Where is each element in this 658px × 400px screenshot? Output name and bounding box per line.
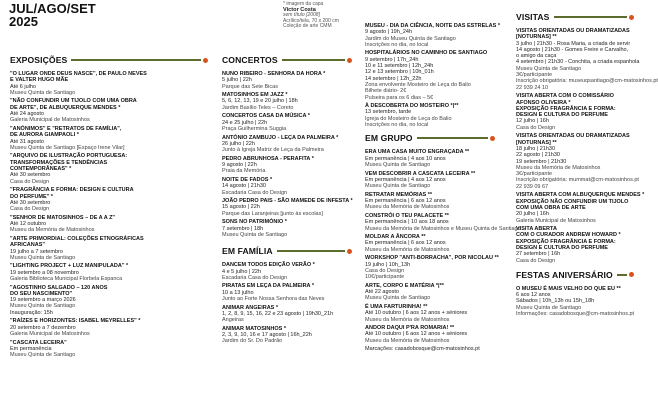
event-date: 14 agosto | 21h30	[222, 183, 266, 190]
event-date: Até 31 agosto	[10, 138, 44, 145]
event-date: Em permanência | 4 aos 12 anos	[365, 176, 446, 183]
section-header-festas: FESTAS ANIVERSÁRIO	[516, 270, 634, 280]
list-item	[365, 171, 495, 190]
event-venue: Galeria Municipal de Matosinhos	[10, 330, 90, 337]
visitas-list	[516, 28, 658, 264]
event-date: Até 10 outubro | 6 aos 12 anos + séniores	[365, 331, 468, 338]
section-header-visitas: VISITAS	[516, 12, 634, 22]
event-date: Até 24 agosto	[10, 111, 44, 118]
event-date: 19 julho a 7 setembro	[10, 248, 63, 255]
bullet-dot-icon	[203, 58, 208, 63]
list-item	[365, 23, 500, 48]
event-venue: Museu Quinta de Santiago	[365, 295, 431, 302]
bullet-dot-icon	[347, 249, 352, 254]
bookings-note: Marcações: casadobosque@cm-matosinhos.pt	[365, 346, 480, 353]
event-title: É UMA FARTURINHA! **	[365, 303, 428, 310]
event-title: MUSEU - DIA DA CIÊNCIA, NOITE DAS ESTRELAS *	[365, 23, 500, 29]
event-date: 19 setembro | 21h30	[516, 158, 567, 165]
event-date: Em permanência | 6 aos 12 anos	[365, 240, 446, 247]
event-date: 26 julho | 22h	[222, 140, 255, 147]
event-date: Até 10 outubro | 6 aos 12 anos + séniores	[365, 310, 468, 317]
section-header-em-familia: EM FAMÍLIA	[222, 246, 352, 256]
event-title: EXPOSIÇÃO NÃO CONFUNDIR UM TIJOLO	[516, 198, 629, 205]
event-venue: Casa do Design	[365, 267, 405, 274]
event-title: RETRATAR MEMÓRIAS **	[365, 191, 433, 198]
list-item	[222, 198, 352, 217]
event-title: ANIMAR MATOSINHOS *	[222, 325, 286, 332]
event-title: [NOTURNAS] **	[516, 34, 557, 41]
event-date: 1, 2, 8, 9, 15, 16, 22 e 23 agosto | 19h30_21h	[222, 310, 334, 317]
event-date: o amigo da caça	[516, 53, 557, 60]
event-date: 4 e 5 julho | 22h	[222, 268, 262, 275]
event-date: 10 e 11 setembro | 12h_24h	[365, 63, 434, 70]
event-title: WORKSHOP "ANTI-BORRACHA", POR NICOLAU **	[365, 255, 499, 262]
event-title: DO PERFUME" *	[10, 193, 53, 200]
column-concertos	[222, 55, 352, 347]
event-date: 13 setembro, tarde	[365, 109, 412, 116]
column-middle	[365, 23, 521, 353]
event-title: VISITA ABERTA	[516, 226, 557, 233]
column-exposicoes	[10, 55, 208, 361]
event-date: Até 22 agosto	[365, 289, 399, 296]
event-venue: Zona envolvente Mosteiro de Leça do Balio	[365, 81, 471, 88]
event-title: COM O CURADOR ANDREW HOWARD *	[516, 232, 621, 239]
section-header-exposicoes: EXPOSIÇÕES	[10, 55, 208, 65]
exposicoes-list	[10, 71, 208, 358]
event-venue: Museu Quinta de Santiago	[516, 65, 582, 72]
event-title: O MUSEU É MAIS VELHO DO QUE EU **	[516, 285, 621, 292]
event-venue: Escadaria Casa do Design	[222, 274, 288, 281]
event-title: "ANÓNIMOS" E "RETRATOS DE FAMÍLIA",	[10, 125, 122, 132]
section-rule	[417, 137, 488, 139]
event-date: Em permanência | 4 aos 10 anos	[365, 155, 446, 162]
bullet-dot-icon	[347, 58, 352, 63]
event-date: Sábados | 10h_13h ou 15h_18h	[516, 298, 595, 305]
event-title: DESIGN E CULTURA DO PERFUME	[516, 112, 608, 119]
event-venue: Informações: casadobosque@cm-matosinhos.pt	[516, 311, 635, 318]
event-venue: Praça Guilhermina Suggia	[222, 125, 287, 132]
event-venue: Museu da Memória de Matosinhos	[365, 204, 450, 211]
list-item	[365, 103, 495, 128]
list-item	[365, 192, 495, 211]
list-item	[222, 283, 352, 302]
event-title: "SENHOR DE MATOSINHOS – DE A A Z"	[10, 214, 116, 221]
list-item	[10, 71, 208, 96]
section-header-em-grupo: EM GRUPO	[365, 133, 495, 143]
list-item	[222, 135, 352, 154]
event-date: 14 setembro | 12h_22h	[365, 75, 422, 82]
event-title: SONS NO PATRIMÓNIO *	[222, 219, 287, 226]
event-date: 10 a 13 julho	[222, 289, 254, 296]
event-title: DESIGN E CULTURA DO PERFUME	[516, 244, 608, 251]
event-venue: Escadaria Casa do Design	[222, 189, 288, 196]
list-item	[222, 305, 352, 324]
event-title: NUNO RIBEIRO - SENHORA DA HORA *	[222, 71, 326, 77]
list-item	[10, 318, 208, 337]
bullet-dot-icon	[629, 272, 634, 277]
event-title: PIRATAS EM LEÇA DA PALMEIRA *	[222, 283, 314, 290]
event-date: 22 agosto | 21h30	[516, 152, 560, 159]
event-date: 24 e 25 julho | 22h	[222, 119, 268, 126]
event-date: 9 agosto | 22h	[222, 162, 257, 169]
event-title: DE ARTE", DE ALBUQUERQUE MENDES *	[10, 104, 121, 111]
event-venue: Museu da Memória de Matosinhos e Museu Quinta de Santiago	[365, 225, 521, 232]
event-venue: Museu Quinta de Santiago	[365, 183, 431, 190]
event-date: 9 setembro | 17h_24h	[365, 56, 419, 63]
list-item	[516, 133, 639, 190]
list-item	[365, 283, 495, 302]
event-title: "ARTE PRIMORDIAL: COLEÇÕES ETNOGRÁFICAS	[10, 235, 144, 242]
event-title: EXPOSIÇÃO FRAGRÂNCIA E FORMA:	[516, 105, 616, 112]
list-item	[222, 262, 352, 281]
event-venue: 3€/participante	[516, 171, 553, 178]
event-venue: Junto ao Forte Nossa Senhora das Neves	[222, 295, 325, 302]
list-item	[10, 340, 208, 359]
event-date: 3 julho | 21h30 - Rosa Maria, a criada de servir	[516, 40, 631, 47]
list-item	[222, 326, 352, 345]
event-title: VISITA ABERTA COM O COMISSÁRIO	[516, 93, 614, 100]
event-venue: Inscrições no dia, no local	[365, 41, 429, 48]
event-venue: Museu da Memória de Matosinhos	[365, 337, 450, 344]
event-title: VEM DESCOBRIR A CASCATA LECEIRA **	[365, 170, 476, 177]
event-date: 7 setembro | 18h	[222, 225, 264, 232]
cover-caption: * imagem da capa Victor Costa sem título [2008] Acrílico/tela, 70 x 200 cm Coleção de arte CMM	[283, 1, 339, 30]
event-title: À DESCOBERTA DO MOSTEIRO *|**	[365, 103, 459, 110]
event-date: 19 setembro a março 2026	[10, 297, 76, 304]
list-item	[365, 50, 495, 100]
event-venue: Casa do Design	[10, 178, 50, 185]
event-venue: Museu da Memória de Matosinhos	[365, 246, 450, 253]
event-title: AFONSO OLIVEIRA *	[516, 99, 571, 106]
event-title: ERA UMA CASA MUITO ENGRAÇADA **	[365, 149, 470, 156]
list-item	[10, 153, 208, 184]
event-venue: Casa do Design	[10, 206, 50, 213]
event-date: 5 julho | 22h	[222, 77, 252, 84]
event-date: Inauguração: 15h	[10, 309, 53, 316]
event-title: "CASCATA LECEIRA"	[10, 339, 67, 346]
event-date: 27 setembro | 16h	[516, 251, 561, 258]
list-item	[222, 156, 352, 175]
list-item	[365, 149, 495, 168]
event-venue: 22 939 09 67	[516, 183, 549, 190]
event-date: 6 aos 12 anos	[516, 292, 551, 299]
event-venue: Museu Quinta de Santiago	[222, 231, 288, 238]
event-date: Até 12 outubro	[10, 221, 47, 228]
list-item	[516, 226, 634, 264]
list-item	[516, 192, 645, 224]
event-venue: Galeria Municipal de Matosinhos	[10, 117, 90, 124]
concertos-list	[222, 71, 352, 238]
event-venue: Jardim do Sr. Do Padrão	[222, 338, 283, 345]
event-title: "O LUGAR ONDE DEUS NASCE", DE PAULO NEVES	[10, 71, 147, 77]
event-title: TRANSFORMAÇÕES E TENDÊNCIAS	[10, 159, 108, 166]
event-title: "RAÍZES E HORIZONTES: ISABEL MEYRELLES" *	[10, 318, 141, 325]
event-venue: Casa do Design	[516, 257, 556, 264]
column-visitas	[516, 12, 658, 320]
event-date: 20 julho | 16h	[516, 211, 549, 218]
em-familia-list	[222, 262, 352, 344]
event-title: "AGOSTINHO SALGADO – 120 ANOS	[10, 284, 108, 291]
list-item	[222, 219, 352, 238]
event-date: 18 julho | 21h30	[516, 145, 556, 152]
section-rule	[71, 59, 201, 61]
event-venue: Museu da Memória de Matosinhos	[365, 316, 450, 323]
event-venue: Inscrições no dia, no local	[365, 122, 429, 129]
event-date: Até 30 setembro	[10, 172, 51, 179]
event-title: COM UMA OBRA DE ARTE	[516, 204, 586, 211]
event-date: 5, 6, 12, 13, 19 e 20 julho | 18h	[222, 98, 298, 105]
event-title: DO SEU NASCIMENTO"	[10, 290, 73, 297]
familia-continued-list	[365, 23, 500, 129]
event-date: 12 e 13 setembro | 10h_01h	[365, 69, 434, 76]
event-title: MOLDAR A ÂNCORA **	[365, 234, 426, 241]
event-title: [NOTURNAS] **	[516, 139, 557, 146]
list-item	[10, 236, 208, 261]
bullet-dot-icon	[490, 136, 495, 141]
section-rule	[282, 59, 345, 61]
event-title: "NÃO CONFUNDIR UM TIJOLO COM UMA OBRA	[10, 98, 137, 105]
event-title: DANCEM TODOS EDIÇÃO VERÃO *	[222, 262, 315, 269]
event-title: HOSPITALÁRIOS NO CAMINHO DE SANTIAGO	[365, 50, 488, 57]
event-venue: Jardim Basílio Teles – Coreto	[222, 104, 294, 111]
event-date: 12 julho | 16h	[516, 118, 549, 125]
list-item	[10, 215, 208, 234]
event-venue: Inscrição obrigatória: museuqsantiago@cm-matosinhos.pt	[516, 78, 658, 85]
event-title: VISITAS ORIENTADAS OU DRAMATIZADAS	[516, 28, 630, 34]
event-venue: Museu Quinta de Santiago	[10, 352, 76, 359]
event-venue: Museu Quinta de Santiago	[10, 303, 76, 310]
event-venue: Museu Quinta de Santiago	[10, 254, 76, 261]
event-venue: Museu Quinta de Santiago	[516, 304, 582, 311]
event-date: 20 setembro a 7 dezembro	[10, 324, 76, 331]
list-item	[10, 126, 208, 151]
event-title: "FRAGRÂNCIA E FORMA: DESIGN E CULTURA	[10, 187, 134, 194]
event-venue: Bilhete diário- 2€	[365, 88, 407, 95]
list-item	[222, 71, 352, 90]
event-venue: Jardim do Museu Quinta de Santiago	[365, 35, 456, 42]
list-item	[10, 187, 208, 212]
event-venue: Angeiras	[222, 317, 244, 324]
event-venue: 10€/participante	[365, 274, 405, 281]
event-date: Em permanência | 6 aos 12 anos	[365, 198, 446, 205]
event-venue: Museu Quinta de Santiago	[365, 161, 431, 168]
list-item	[222, 113, 352, 132]
list-item	[516, 28, 658, 91]
em-grupo-list	[365, 149, 521, 344]
event-date: 19 setembro a 08 novembro	[10, 269, 79, 276]
event-venue: Igreja do Mosteiro de Leça do Balio	[365, 115, 452, 122]
event-title: JOÃO PEDRO PAIS - SÃO MAMEDE DE INFESTA *	[222, 198, 353, 205]
event-title: CONSTRÓI O TEU PALACETE **	[365, 212, 449, 219]
event-venue: Museu Quinta de Santiago	[10, 89, 76, 96]
section-header-concertos: CONCERTOS	[222, 55, 352, 65]
section-rule	[617, 274, 627, 276]
event-venue: Pulseira para os 6 dias – 5€	[365, 94, 434, 101]
event-title: "LIGHTING PROJECT + LUZ MANIPULADA" *	[10, 263, 129, 270]
festas-list	[516, 286, 634, 317]
event-title: DE AURORA GIAMPAOLI *	[10, 132, 79, 139]
event-title: ANTÓNIO ZAMBUJO - LEÇA DA PALMEIRA *	[222, 134, 339, 141]
event-title: PEDRO ABRUNHOSA - PERAFITA *	[222, 155, 314, 162]
event-date: Até 30 setembro	[10, 199, 51, 206]
section-rule	[554, 16, 628, 18]
event-date: 19 julho | 10h_13h	[365, 261, 411, 268]
event-venue: Parque das Laranjeiras [junto às escolas]	[222, 210, 323, 217]
event-title: ANDOR DAQUI P'RA ROMARIA! **	[365, 325, 455, 332]
event-venue: Museu da Memória de Matosinhos	[10, 227, 95, 234]
list-item	[10, 285, 208, 316]
list-item	[365, 255, 499, 281]
event-venue: Junto à Igreja Matriz de Leça da Palmeira	[222, 147, 324, 154]
event-title: VISITAS ORIENTADAS OU DRAMATIZADAS	[516, 133, 630, 140]
event-title: E VALTER HUGO MÃE	[10, 77, 69, 84]
list-item	[516, 286, 634, 317]
event-date: Em permanência | 10 aos 18 anos	[365, 219, 449, 226]
event-title: AFRICANAS"	[10, 242, 45, 249]
event-venue: Praia da Memória	[222, 168, 266, 175]
page-title: JUL/AGO/SET 2025	[9, 1, 96, 29]
event-title: EXPOSIÇÃO FRAGRÂNCIA E FORMA:	[516, 238, 616, 245]
list-item	[365, 325, 495, 344]
bullet-dot-icon	[629, 15, 634, 20]
list-item	[516, 93, 634, 131]
event-date: 15 agosto | 22h	[222, 204, 260, 211]
list-item	[10, 263, 208, 282]
event-date: 2, 3, 9, 10, 16 e 17 agosto | 16h_22h	[222, 332, 312, 339]
event-title: "ARQUIVO DE ILUSTRAÇÃO PORTUGUESA:	[10, 153, 128, 160]
event-title: CONTEMPORÂNEAS" *	[10, 166, 72, 173]
event-venue: Museu Quinta de Santiago [Espaço Irene Vilar]	[10, 144, 125, 151]
list-item	[365, 304, 495, 323]
list-item	[10, 98, 208, 123]
event-title: CONCERTOS CASA DA MÚSICA *	[222, 113, 310, 120]
event-venue: Parque das Sete Bicas	[222, 83, 278, 90]
event-title: MATOSINHOS EM JAZZ *	[222, 92, 288, 99]
event-title: NOITE DE FADOS *	[222, 176, 273, 183]
event-date: 9 agosto | 19h_24h	[365, 29, 412, 36]
event-venue: Galeria Municipal de Matosinhos	[516, 217, 596, 224]
event-title: VISITA ABERTA COM ALBUQUERQUE MENDES *	[516, 192, 645, 199]
event-title: ARTE, CORPO E MATÉRIA *|**	[365, 282, 444, 289]
event-title: ANIMAR ANGEIRAS *	[222, 304, 279, 311]
event-date: 4 setembro | 21h30 - Conchita, a criada espanhola	[516, 59, 640, 66]
event-venue: Galeria Biblioteca Municipal Florbela Espanca	[10, 275, 123, 282]
event-date: 14 agosto | 21h30 - Gomes Freire e Carvalho,	[516, 46, 629, 53]
event-venue: 22 939 24 10	[516, 84, 549, 91]
event-date: Até 6 julho	[10, 83, 36, 90]
event-venue: Casa do Design	[516, 124, 556, 131]
list-item	[222, 177, 352, 196]
list-item	[222, 92, 352, 111]
event-venue: 3€/participante	[516, 72, 553, 79]
event-venue: Museu da Memória de Matosinhos	[516, 164, 601, 171]
event-venue: Inscrição obrigatória: mummat@cm-matosinhos.pt	[516, 177, 639, 184]
event-date: Em permanência	[10, 345, 52, 352]
list-item	[365, 212, 521, 232]
list-item	[365, 234, 495, 253]
section-rule	[277, 250, 345, 252]
